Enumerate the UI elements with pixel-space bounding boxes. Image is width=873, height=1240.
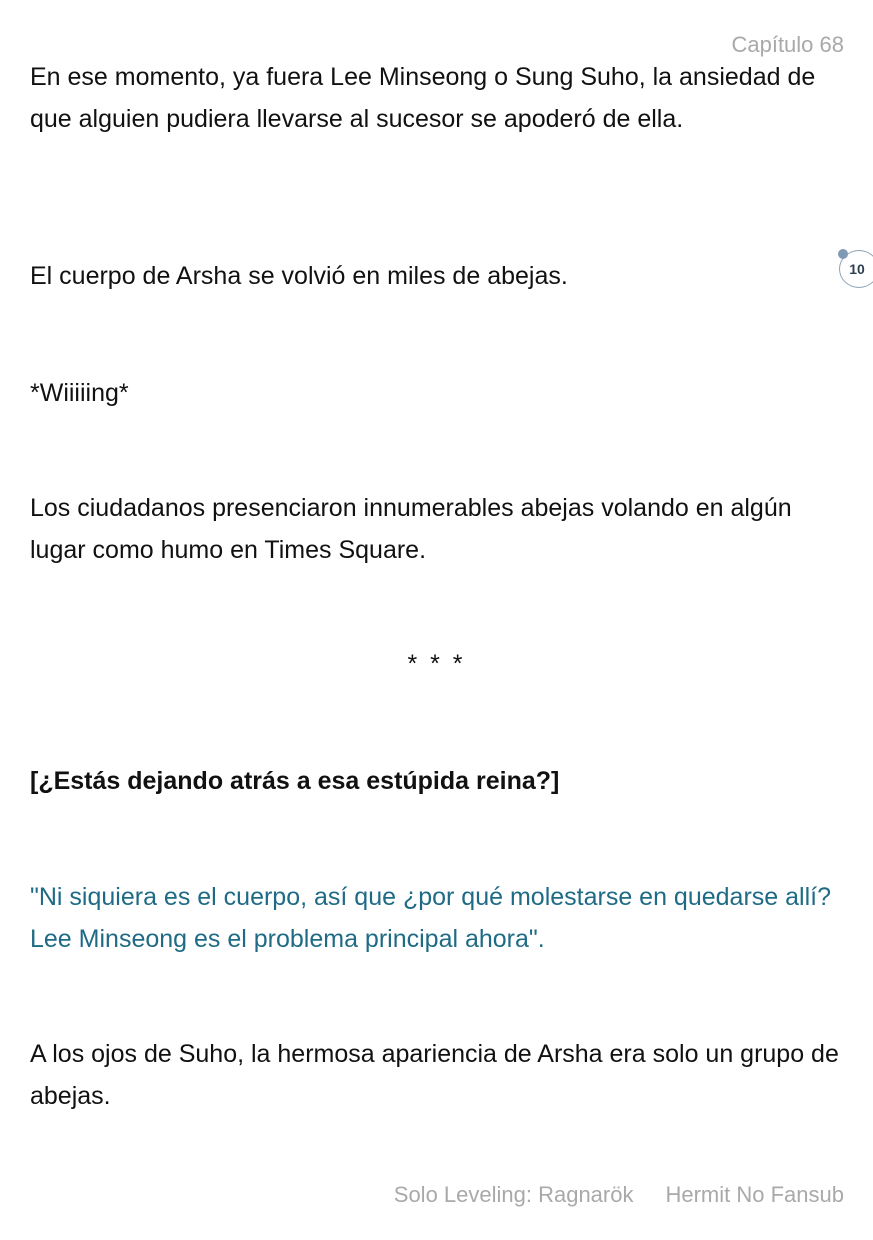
chapter-label: Capítulo 68 <box>731 32 844 57</box>
badge-dot-icon <box>838 249 848 259</box>
scene-separator: * * * <box>407 650 466 678</box>
paragraph: A los ojos de Suho, la hermosa apariencia de Arsha era solo un grupo de abejas. <box>30 1040 839 1110</box>
paragraph: Los ciudadanos presenciaron innumerables abejas volando en algún lugar como humo en Times Square. <box>30 494 792 564</box>
footer-credit: Hermit No Fansub <box>665 1182 844 1207</box>
comment-count-badge[interactable] <box>839 250 873 288</box>
paragraph: El cuerpo de Arsha se volvió en miles de abejas. <box>30 262 568 290</box>
sound-effect: *Wiiiiing* <box>30 379 129 407</box>
system-message: [¿Estás dejando atrás a esa estúpida reina?] <box>30 767 560 795</box>
dialogue-line: "Ni siquiera es el cuerpo, así que ¿por qué molestarse en quedarse allí? Lee Minseong es el problema principal ahora". <box>30 883 831 953</box>
footer-title: Solo Leveling: Ragnarök <box>393 1182 634 1207</box>
paragraph: En ese momento, ya fuera Lee Minseong o Sung Suho, la ansiedad de que alguien pudiera llevarse al sucesor se apoderó de ella. <box>30 63 816 133</box>
comment-count: 10 <box>849 261 865 277</box>
footer <box>394 1182 844 1208</box>
